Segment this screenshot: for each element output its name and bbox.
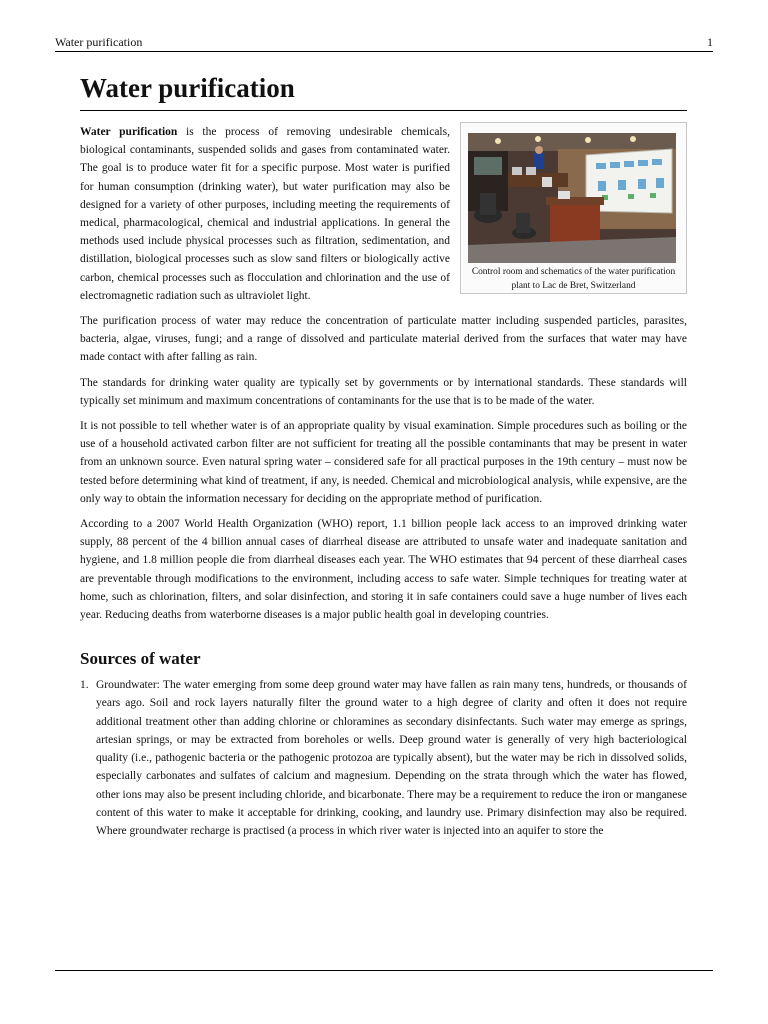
header-rule bbox=[55, 51, 713, 52]
lead-term: Water purification bbox=[80, 126, 178, 138]
title-rule bbox=[80, 110, 687, 111]
lead-text: is the process of removing undesirable chemicals, biological contaminants, suspended solids and gases from contaminated water. The goal is to produce water fit for a specific purpose. Most water is purified for human consumption (drinking water), but water purification may also be designed for a variety of other purposes, including meeting the requirements of medical, pharmacological, chemical and industrial applications. In general the methods used include physical processes such as filtration, sedimentation, and distillation, biological processes such as slow sand filters or biologically active carbon, chemical processes such as flocculation and chlorination and the use of electromagnetic radiation such as ultraviolet light. bbox=[80, 126, 450, 302]
page-number: 1 bbox=[707, 35, 713, 49]
list-item-number: 1. bbox=[80, 679, 89, 692]
body-paragraph: The standards for drinking water quality are typically set by governments or by international standards. These standards will typically set minimum and maximum concentrations of contaminants for the use that is to be made of the water. bbox=[80, 376, 687, 407]
article bbox=[80, 68, 687, 840]
footer-rule bbox=[55, 970, 713, 971]
body-paragraph: According to a 2007 World Health Organization (WHO) report, 1.1 billion people lack access to an improved drinking water supply, 88 percent of the 4 billion annual cases of diarrheal disease are attributed to unsafe water and inadequate sanitation and hygiene, and 1.8 million people die from diarrheal diseases each year. The WHO estimates that 94 percent of these diarrheal cases are preventable through modifications to the environment, including access to safe water. Simple techniques for treating water at home, such as chlorination, filters, and solar disinfection, and storing it in safe containers could save a huge number of lives each year. Reducing deaths from waterborne diseases is a major public health goal in developing countries. bbox=[80, 518, 687, 622]
lead-paragraph bbox=[80, 123, 450, 305]
list-item bbox=[80, 676, 687, 840]
control-room-photo-art bbox=[468, 133, 676, 263]
list-item-text: Groundwater: The water emerging from some deep ground water may have fallen as rain many tens, hundreds, or thousands of years ago. Soil and rock layers naturally filter the ground water to a high degree of clarity and often it does not require additional treatment other than adding chlorine or chloramines as secondary disinfectants. Such water may emerge as springs, artesian springs, or may be extracted from boreholes or wells. Deep ground water is generally of very high bacteriological quality (i.e., pathogenic bacteria or the pathogenic protozoa are typically absent), but the water may be rich in dissolved solids, especially carbonates and sulfates of calcium and magnesium. Depending on the strata through which the water has flowed, other ions may also be present including chloride, and bicarbonate. There may be a requirement to reduce the iron or manganese content of this water to make it acceptable for drinking, cooking, and laundry use. Primary disinfection may also be required. Where groundwater recharge is practised (a process in which river water is injected into an aquifer to store the bbox=[96, 679, 687, 837]
control-room-photo bbox=[468, 133, 676, 263]
page-title: Water purification bbox=[80, 73, 295, 103]
figure-caption: Control room and schematics of the water purification plant to Lac de Bret, Switzerland bbox=[471, 267, 676, 291]
running-header bbox=[55, 35, 713, 51]
body-paragraph: The purification process of water may reduce the concentration of particulate matter including suspended particles, parasites, bacteria, algae, viruses, fungi; and a range of dissolved and particulate material derived from the surfaces that water may have made contact with after falling as rain. bbox=[80, 315, 687, 364]
figure bbox=[460, 122, 687, 294]
sources-list bbox=[80, 676, 687, 840]
section-heading: Sources of water bbox=[80, 649, 201, 669]
body-paragraph: It is not possible to tell whether water is of an appropriate quality by visual examination. Simple procedures such as boiling or the use of a household activated carbon filter are not sufficient for treating all the possible contaminants that may be present in water from an unknown source. Even natural spring water – considered safe for all practical purposes in the 19th century – must now be tested before determining what kind of treatment, if any, is needed. Chemical and microbiological analysis, while expensive, are the only way to obtain the information necessary for deciding on the appropriate method of purification. bbox=[80, 420, 687, 505]
running-header-title: Water purification bbox=[55, 35, 143, 49]
